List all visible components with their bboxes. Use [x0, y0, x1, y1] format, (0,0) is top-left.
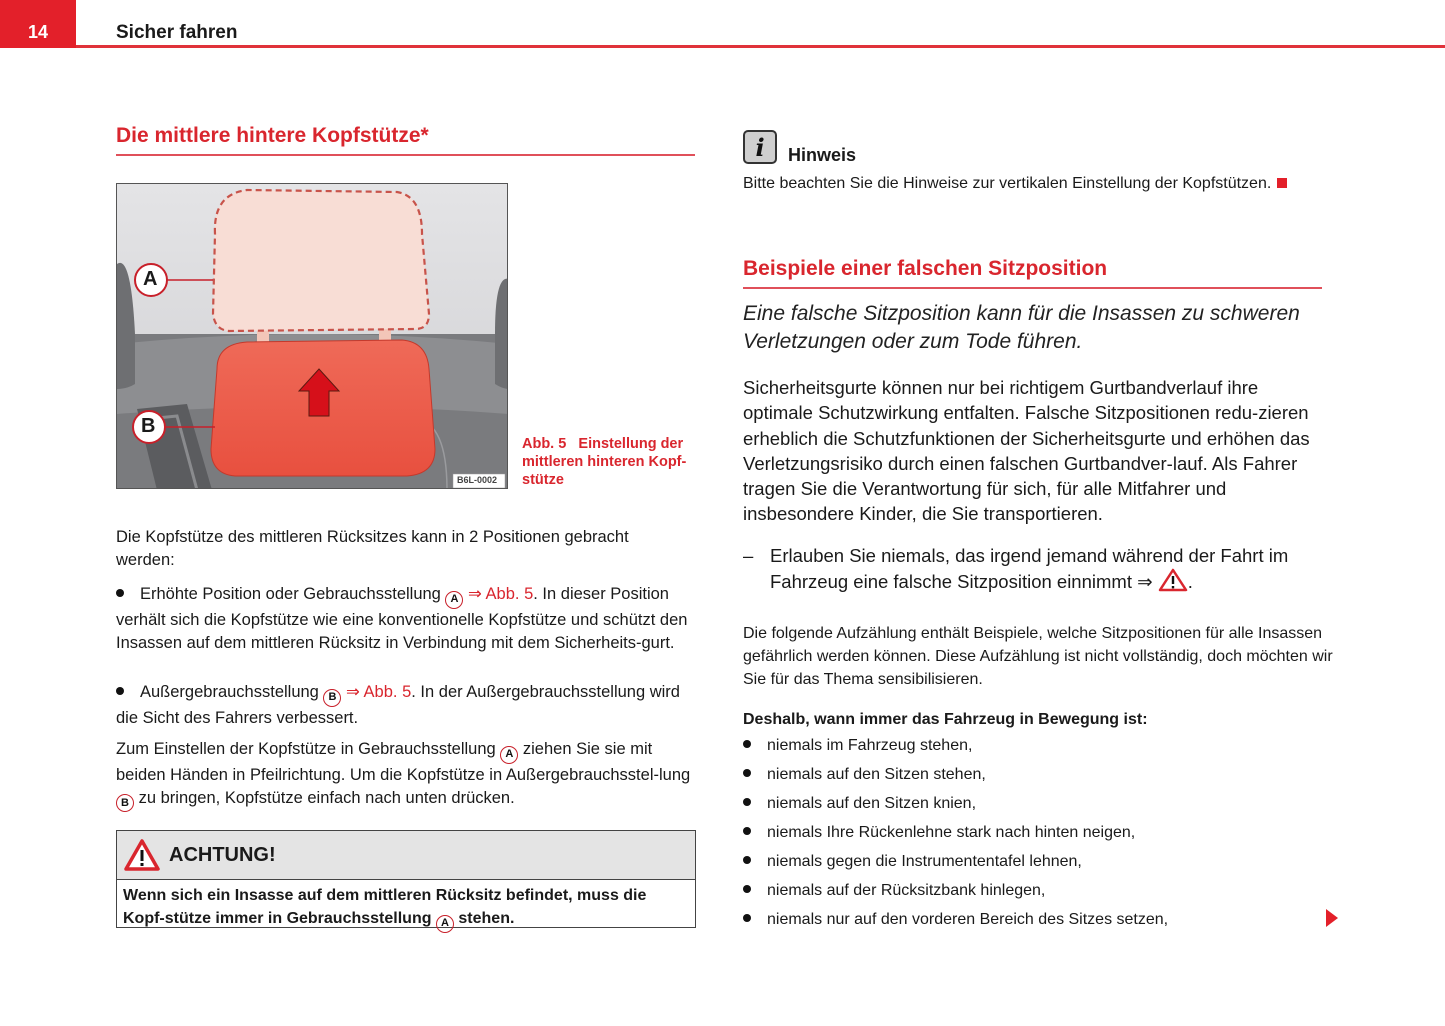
note-text-content: Bitte beachten Sie die Hinweise zur vertikalen Einstellung der Kopfstützen.	[743, 175, 1272, 192]
list-item-text: niemals nur auf den vorderen Bereich des Sitzes setzen,	[767, 911, 1169, 928]
warning-reference-icon[interactable]	[1158, 568, 1188, 592]
bullet-text-continued: . In dieser Position verhält sich die Kopfstütze wie eine konventionelle Kopfstütze und schützt den Insassen auf dem mittleren Rücksitz in Verbindung mit dem Sicherheits-gurt.	[116, 585, 688, 652]
bullet-stowed-position	[116, 681, 698, 730]
lead-warning-text: Eine falsche Sitzposition kann für die Insassen zu schweren Verletzungen oder zum Tode führen.	[743, 302, 1300, 353]
list-item-text: niemals auf der Rücksitzbank hinlegen,	[767, 882, 1046, 899]
list-item-text: niemals auf den Sitzen stehen,	[767, 766, 986, 783]
info-icon: i	[743, 130, 777, 164]
list-item-text: niemals auf den Sitzen knien,	[767, 795, 977, 812]
marker-a: A	[445, 591, 463, 609]
bullet-use-position	[116, 583, 698, 655]
list-item	[743, 763, 1343, 792]
section-title-seating: Beispiele einer falschen Sitzposition	[743, 257, 1322, 289]
adjust-text-2: ziehen Sie sie mit beiden Händen in Pfeilrichtung. Um die Kopfstütze in Außergebrauchsstel-lung	[116, 740, 691, 784]
dash-end: .	[1187, 571, 1193, 593]
dash-instruction-text: Erlauben Sie niemals, das irgend jemand während der Fahrt im Fahrzeug eine falsche Sitzposition einnimmt ⇒	[770, 545, 1289, 593]
warning-title: ACHTUNG!	[169, 843, 276, 866]
warning-header	[117, 831, 695, 880]
list-item	[743, 734, 1343, 763]
bullet-dot	[743, 885, 751, 893]
bullet-dot	[743, 798, 751, 806]
list-item	[743, 792, 1343, 821]
warning-text-1: Wenn sich ein Insasse auf dem mittleren Rücksitz befindet, muss die Kopf-stütze immer in Gebrauchsstellung	[123, 887, 647, 927]
list-item	[743, 879, 1343, 908]
enumeration-intro: Die folgende Aufzählung enthält Beispiele, welche Sitzpositionen für alle Insassen gefährlich werden können. Diese Aufzählung ist nicht vollständig, doch möchten wir Sie für das Thema sensibilisieren.	[743, 625, 1333, 688]
headrest-figure	[116, 183, 508, 489]
figure-label-b: B	[141, 415, 156, 437]
list-item-text: niemals Ihre Rückenlehne stark nach hinten neigen,	[767, 824, 1136, 841]
warning-box	[116, 830, 696, 928]
marker-b: B	[323, 689, 341, 707]
dash-marker: –	[743, 545, 754, 566]
adjust-paragraph	[116, 738, 698, 812]
headrest-illustration	[117, 184, 508, 489]
adjust-text-3: zu bringen, Kopfstütze einfach nach unten drücken.	[138, 788, 515, 807]
bullet-text: Erhöhte Position oder Gebrauchsstellung	[140, 585, 441, 603]
figure-caption-number: Abb. 5	[522, 436, 567, 452]
figure-image-code: B6L-0002	[457, 475, 498, 485]
list-item	[743, 908, 1343, 937]
header-rule	[76, 45, 1445, 48]
wrong-positions-list	[743, 734, 1343, 937]
figure-label-a: A	[143, 268, 158, 290]
bullet-text: Außergebrauchsstellung	[140, 683, 319, 701]
figure-caption-text: Einstellung der mittleren hinteren Kopf-stütze	[522, 436, 687, 488]
end-of-section-marker-icon	[1277, 178, 1287, 188]
marker-a: A	[436, 915, 454, 933]
figure-reference-link[interactable]: ⇒ Abb. 5	[468, 585, 534, 603]
bullet-dot	[743, 914, 751, 922]
warning-text-2: stehen.	[458, 910, 515, 927]
bullet-text-continued: . In der Außergebrauchsstellung wird die Sicht des Fahrers verbessert.	[116, 683, 680, 727]
list-item	[743, 821, 1343, 850]
bullet-dot	[743, 740, 751, 748]
continue-next-page-arrow-icon[interactable]	[1326, 909, 1338, 927]
figure-reference-link[interactable]: ⇒ Abb. 5	[346, 683, 412, 701]
page-number: 14	[27, 22, 49, 42]
seatbelt-paragraph: Sicherheitsgurte können nur bei richtigem Gurtbandverlauf ihre optimale Schutzwirkung entfalten. Falsche Sitzpositionen redu-zieren erheblich die Schutzfunktionen der Sicherheitsgurte und erhöhen das Verletzungsrisiko durch einen falschen Gurtbandver-lauf. Als Fahrer tragen Sie die Verantwortung für sich, für alle Mitfahrer und insbesondere Kinder, die Sie transportieren.	[743, 377, 1310, 525]
note-text	[743, 172, 1343, 195]
bullet-dot	[743, 827, 751, 835]
list-item-text: niemals gegen die Instrumententafel lehnen,	[767, 853, 1082, 870]
intro-paragraph: Die Kopfstütze des mittleren Rücksitzes kann in 2 Positionen gebracht werden:	[116, 528, 629, 569]
marker-a: A	[500, 746, 518, 764]
note-title: Hinweis	[788, 145, 857, 165]
chapter-title: Sicher fahren	[116, 22, 238, 43]
figure-caption	[522, 435, 702, 489]
bullet-dot	[743, 856, 751, 864]
bullet-dot	[116, 687, 124, 695]
section-title-headrest: Die mittlere hintere Kopfstütze*	[116, 124, 695, 156]
list-item-text: niemals im Fahrzeug stehen,	[767, 737, 973, 754]
marker-b: B	[116, 794, 134, 812]
dash-instruction	[743, 543, 1333, 595]
bullet-dot	[116, 589, 124, 597]
warning-text	[117, 880, 695, 937]
list-heading: Deshalb, wann immer das Fahrzeug in Bewegung ist:	[743, 711, 1148, 728]
bullet-dot	[743, 769, 751, 777]
warning-triangle-icon	[123, 838, 161, 872]
list-item	[743, 850, 1343, 879]
adjust-text-1: Zum Einstellen der Kopfstütze in Gebrauchsstellung	[116, 740, 496, 758]
